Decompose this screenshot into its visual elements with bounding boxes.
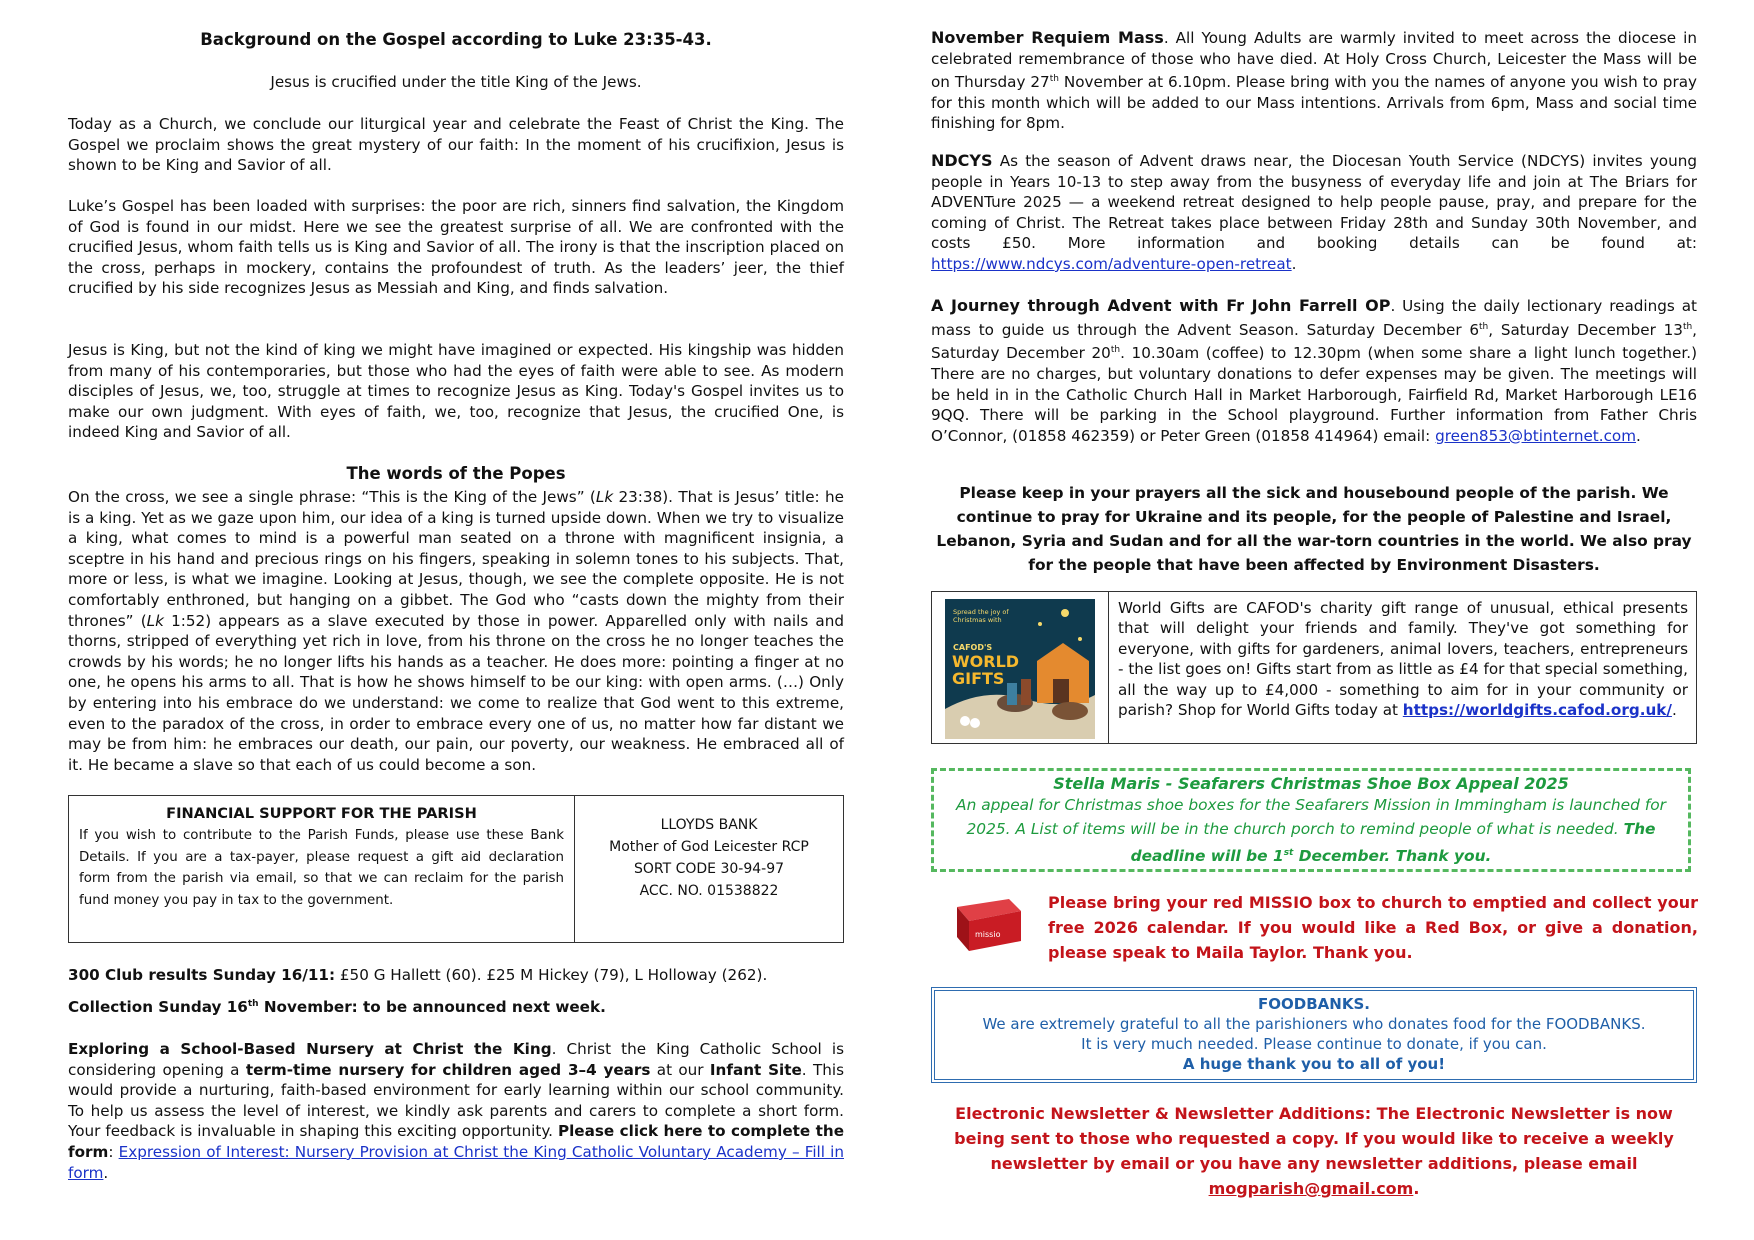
financial-support-title: FINANCIAL SUPPORT FOR THE PARISH [166, 805, 477, 822]
cafod-world-gifts-link[interactable]: https://worldgifts.cafod.org.uk/ [1402, 701, 1672, 720]
missio-notice: Please bring your red MISSIO box to church to emptied and collect your free 2026 calendar. If you would like a Red Box, or give a donation, please speak to Maila Taylor. Thank you. [1048, 893, 1698, 962]
bank-sort-code: SORT CODE 30-94-97 [633, 861, 785, 877]
financial-support-body: If you wish to contribute to the Parish Funds, please use these Bank Details. If you are a tax-payer, please request a gift aid declaration form from the parish via email, so that we can reclaim for the parish fund money you pay in tax to the government. [79, 828, 564, 908]
collection-notice: Collection Sunday 16th November: to be announced next week. [68, 998, 606, 1016]
bank-name: LLOYDS BANK [660, 817, 758, 833]
cafod-image-cell [932, 592, 1109, 743]
bank-details [575, 814, 843, 902]
advent-journey-notice: A Journey through Advent with Fr John Farrell OP. Using the daily lectionary readings at mass to guide us through the Advent Season. Saturday December 6th, Saturday December 13th, Saturday December 20th. 10.30am (coffee) to 12.30pm (when some share a light lunch together.) There are no charges, but voluntary donations to defer expenses may be given. The meetings will be held in in the Catholic Church Hall in Market Harborough, Fairfield Rd, Market Harborough LE16 9QQ. There will be parking in the School playground. Further information from Father Chris O’Connor, (01858 462359) or Peter Green (01858 414964) email: green853@btinternet.com. [931, 296, 1697, 445]
advent-email-link[interactable]: green853@btinternet.com [1435, 426, 1637, 445]
gospel-title: Background on the Gospel according to Luke 23:35-43. [200, 30, 712, 49]
bank-account-number: ACC. NO. 01538822 [639, 883, 779, 899]
requiem-mass-notice: November Requiem Mass. All Young Adults are warmly invited to meet across the diocese in celebrated remembrance of those who have died. At Holy Cross Church, Leicester the Mass will be on Thursday 27th November at 6.10pm. Please bring with you the names of anyone you wish to pray for this month which will be added to our Mass intentions. Arrivals from 6pm, Mass and social time finishing for 8pm. [931, 28, 1697, 133]
bank-account-name: Mother of God Leicester RCP [609, 839, 809, 855]
popes-title: The words of the Popes [346, 464, 566, 483]
foodbanks-line-3: A huge thank you to all of you! [1182, 1055, 1446, 1073]
gospel-subtitle: Jesus is crucified under the title King of the Jews. [270, 73, 642, 91]
foodbanks-box [931, 987, 1697, 1083]
gospel-paragraph-3: Jesus is King, but not the kind of king we might have imagined or expected. His kingship was hidden from many of his contemporaries, but those who had the eyes of faith were able to see. As modern disciples of Jesus, we, too, struggle at times to recognize Jesus as King. Today's Gospel invites us to make our own judgment. With eyes of faith, we, too, recognize that Jesus, the crucified One, is indeed King and Savior of all. [68, 341, 844, 442]
gospel-paragraph-2: Luke’s Gospel has been loaded with surprises: the poor are rich, sinners find salvation, the Kingdom of God is found in our midst. Here we see the greatest surprise of all. We are confronted with the crucified Jesus, whom faith tells us is King and Savior of all. The irony is that the inscription placed on the cross, perhaps in mockery, contains the profoundest of truth. As the leaders’ jeer, the thief crucified by his side recognizes Jesus as Messiah and King, and finds salvation. [68, 197, 844, 298]
world-gifts-tagline: Spread the joy of Christmas with [953, 608, 1009, 624]
nursery-notice: Exploring a School-Based Nursery at Christ the King. Christ the King Catholic School is considering opening a term-time nursery for children aged 3–4 years at our Infant Site. This would provide a nurturing, faith-based environment for early learning within our school community. To help us assess the level of interest, we kindly ask parents and carers to complete a short form. Your feedback is invaluable in shaping this exciting opportunity. Please click here to complete the form: Expression of Interest: Nursery Provision at Christ the King Catholic Voluntary Academy – Fill in form. [68, 1040, 844, 1182]
newsletter-email-link[interactable]: mogparish@gmail.com [1208, 1179, 1414, 1198]
cafod-world-gifts-box [931, 591, 1697, 744]
newsletter-notice: Electronic Newsletter & Newsletter Additions: The Electronic Newsletter is now being sent to those who requested a copy. If you would like to receive a weekly newsletter by email or you have any newsletter additions, please email mogparish@gmail.com. [954, 1104, 1674, 1198]
ndcys-link[interactable]: https://www.ndcys.com/adventure-open-retreat [931, 254, 1292, 273]
missio-box-label: missio [975, 930, 1001, 939]
foodbanks-line-2: It is very much needed. Please continue to donate, if you can. [1081, 1035, 1547, 1053]
cafod-world-gifts-text: World Gifts are CAFOD's charity gift range of unusual, ethical presents that will delight your friends and family. They've got something for everyone, with gifts for gardeners, animal lovers, teachers, entrepreneurs - the list goes on! Gifts start from as little as £4 for that special something, all the way up to £4,000 - something to aim for in your community or parish? Shop for World Gifts today at https://worldgifts.cafod.org.uk/. [1118, 599, 1688, 720]
financial-support-box [68, 795, 844, 943]
stella-maris-text: An appeal for Christmas shoe boxes for the Seafarers Mission in Immingham is launched for 2025. A List of items will be in the church porch to remind people of what is needed. The deadline will be 1st December. Thank you. [956, 796, 1666, 866]
ndcys-notice: NDCYS As the season of Advent draws near, the Diocesan Youth Service (NDCYS) invites young people in Years 10-13 to step away from the busyness of everyday life and join at The Briars for ADVENTure 2025 — a weekend retreat designed to help people pause, pray, and prepare for the coming of Christ. The Retreat takes place between Friday 28th and Sunday 30th November, and costs £50. More information and booking details can be found at: https://www.ndcys.com/adventure-open-retreat. [931, 151, 1697, 273]
world-gifts-logo: WORLD GIFTS [952, 652, 1020, 688]
world-gifts-cafod: CAFOD'S [953, 643, 993, 652]
prayers-notice: Please keep in your prayers all the sick and housebound people of the parish. We continue to pray for Ukraine and its people, for the people of Palestine and Israel, Lebanon, Syria and Sudan and for all the war-torn countries in the world. We also pray for the people that have been affected by Environment Disasters. [936, 484, 1692, 574]
foodbanks-title: FOODBANKS. [1258, 995, 1370, 1013]
nursery-form-link[interactable]: Expression of Interest: Nursery Provision at Christ the King Catholic Voluntary Academy – Fill in form [68, 1142, 844, 1182]
financial-support-text-cell [69, 796, 575, 942]
foodbanks-line-1: We are extremely grateful to all the parishioners who donates food for the FOODBANKS. [982, 1015, 1646, 1033]
300-club-results: 300 Club results Sunday 16/11: £50 G Hallett (60). £25 M Hickey (79), L Holloway (262). [68, 966, 768, 984]
popes-text: On the cross, we see a single phrase: “This is the King of the Jews” (Lk 23:38). That is Jesus’ title: he is a king. Yet as we gaze upon him, our idea of a king is turned upside down. When we try to visualize a king, what comes to mind is a powerful man seated on a throne with magnificent insignia, a sceptre in his hand and precious rings on his fingers, speaking in solemn tones to his subjects. That, more or less, is what we imagine. Looking at Jesus, though, we see the complete opposite. He is not comfortably enthroned, but hanging on a gibbet. The God who “casts down the mighty from their thrones” (Lk 1:52) appears as a slave executed by those in power. Apparelled only with nails and thorns, stripped of everything yet rich in love, from his throne on the cross he no longer teaches the crowds by his words; he no longer lifts his hands as a teacher. He does more: pointing a finger at no one, he opens his arms to all. That is how he shows himself to be our king: with open arms. (…) Only by entering into his embrace do we understand: we come to realize that God went to this extreme, even to the paradox of the cross, in order to embrace every one of us, no matter how far distant we may be from him: he embraces our death, our pain, our poverty, our weakness. He embraced all of it. He became a slave so that each of us could become a son. [68, 488, 844, 774]
missio-red-box-image [949, 893, 1025, 955]
stella-maris-box [931, 768, 1691, 872]
gospel-paragraph-1: Today as a Church, we conclude our liturgical year and celebrate the Feast of Christ the King. The Gospel we proclaim shows the great mystery of our faith: In the moment of his crucifixion, Jesus is shown to be King and Savior of all. [68, 115, 844, 175]
stella-maris-title: Stella Maris - Seafarers Christmas Shoe Box Appeal 2025 [1053, 774, 1569, 793]
